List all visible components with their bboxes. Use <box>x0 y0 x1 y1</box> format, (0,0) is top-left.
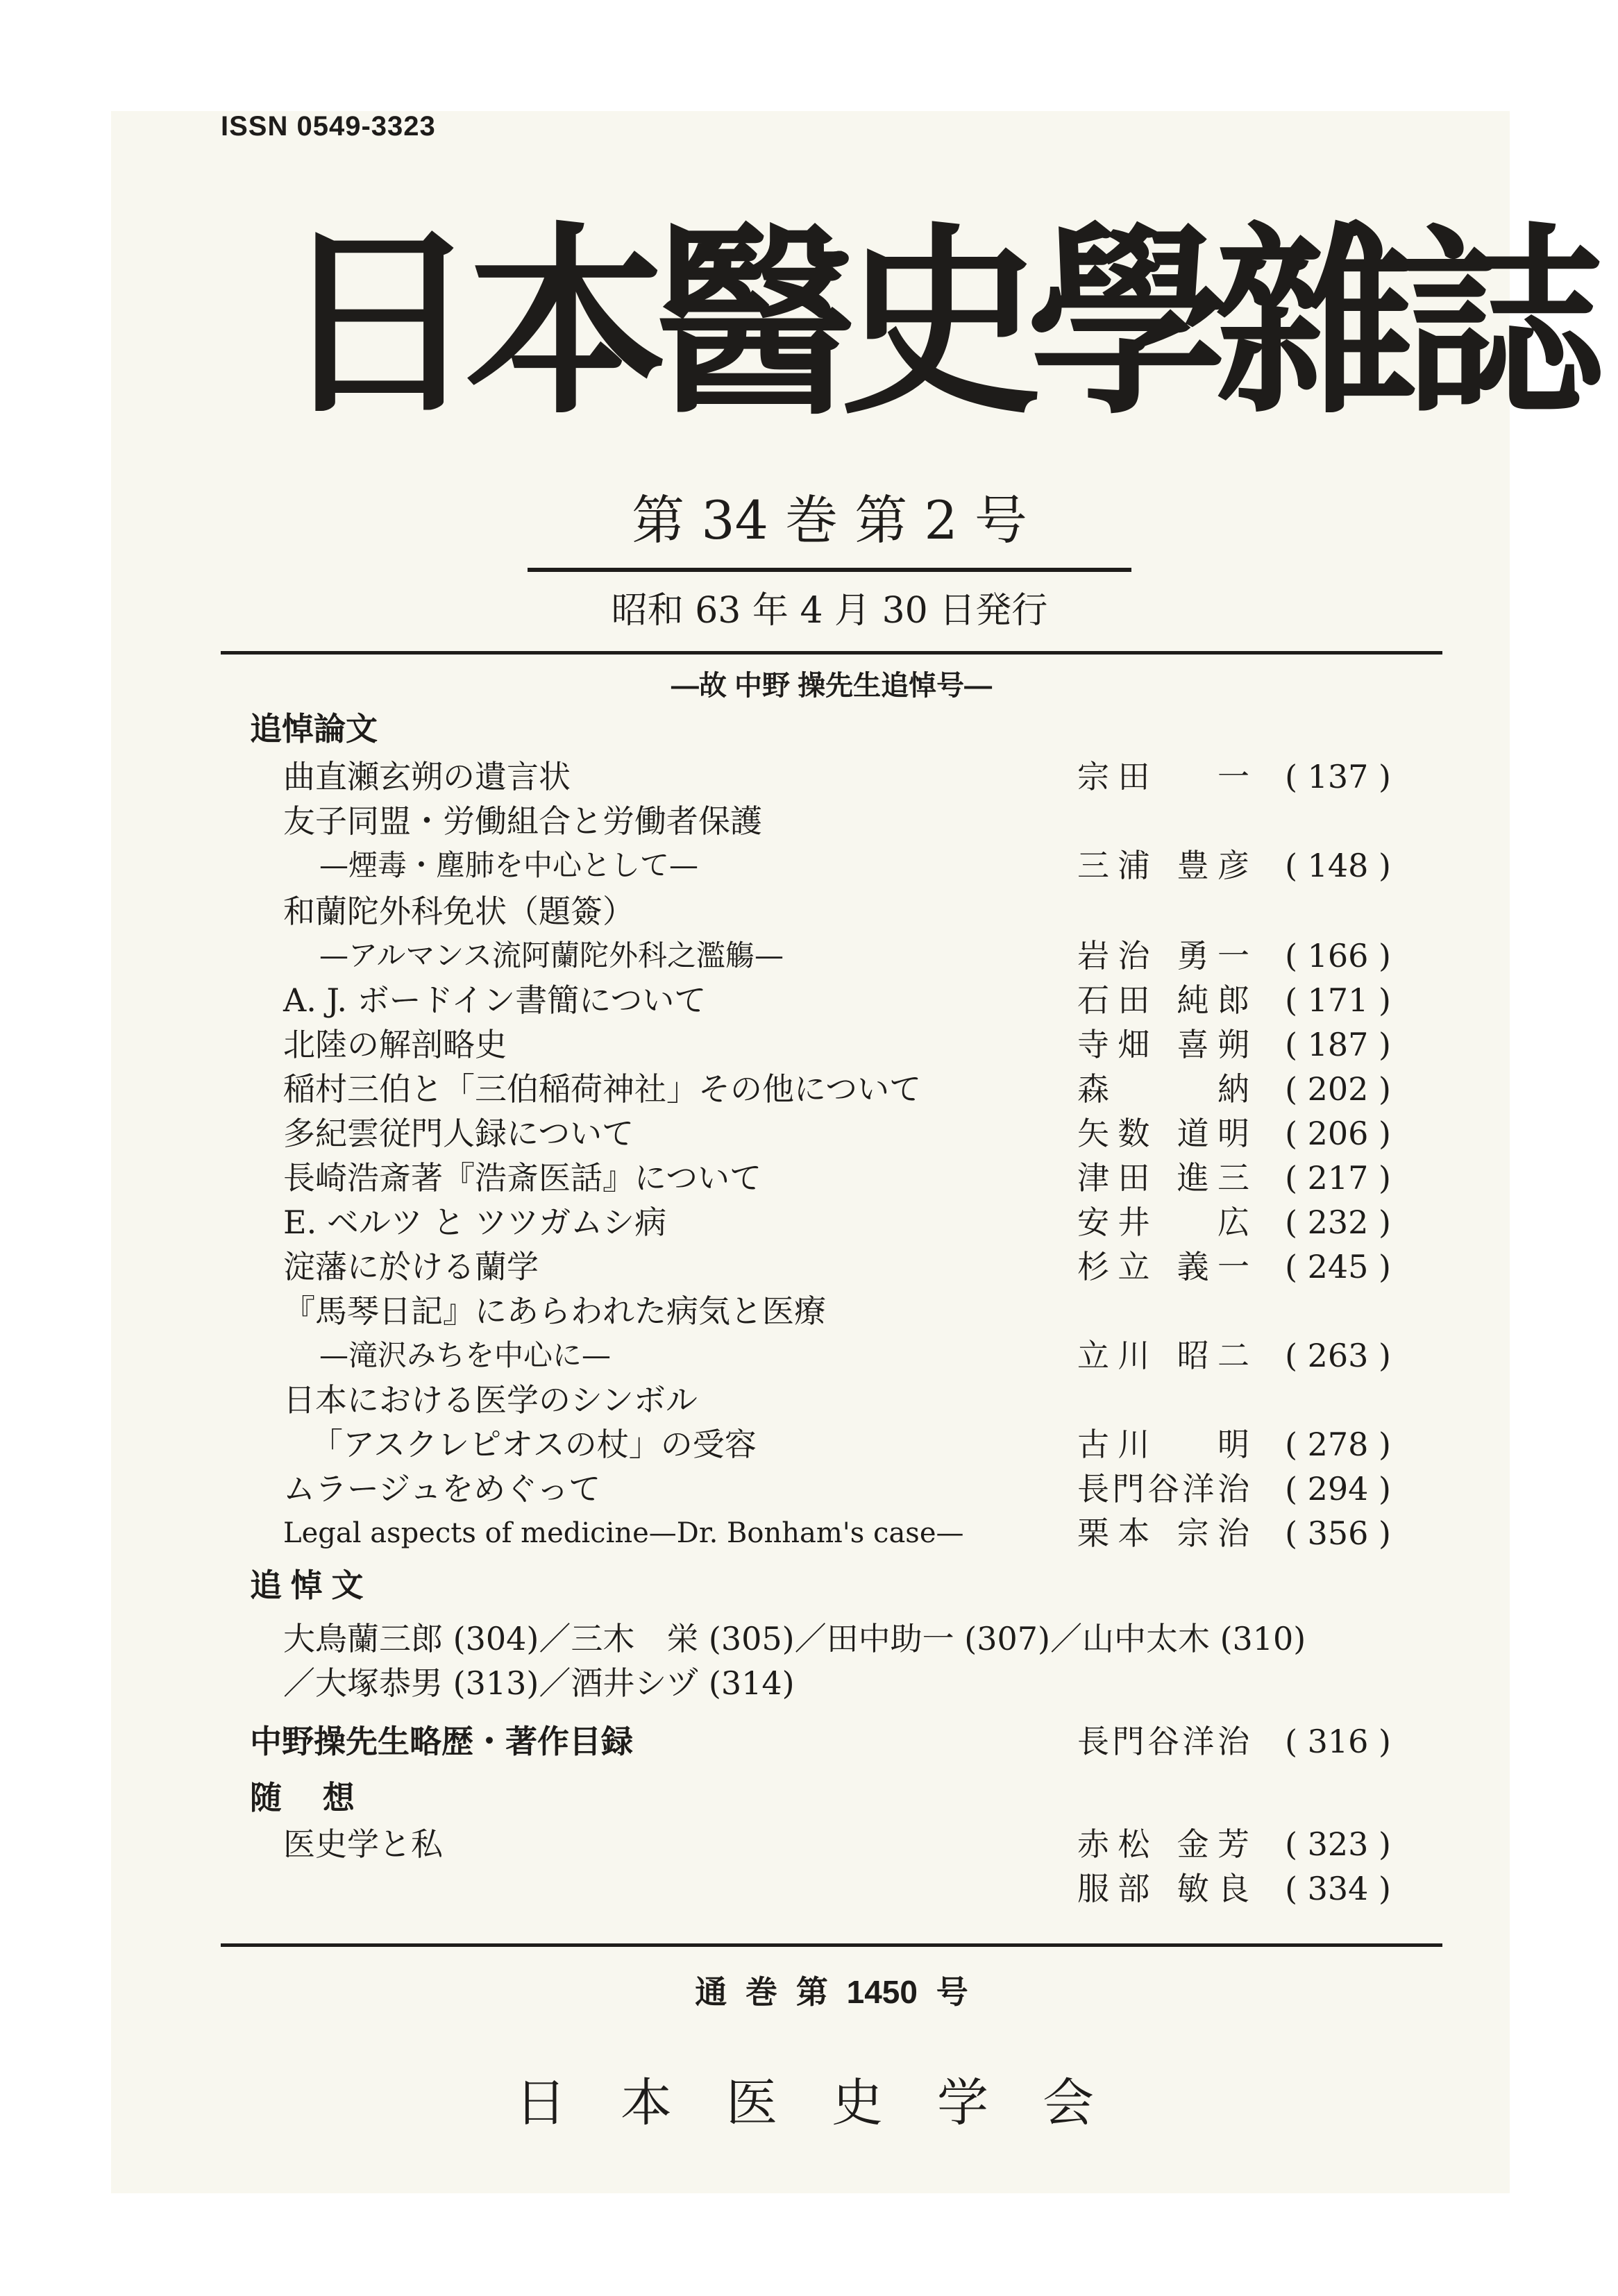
entry-author: 三浦 豊彦 <box>1077 847 1249 884</box>
entry-author: 赤松 金芳 <box>1077 1825 1249 1863</box>
entry-title: 医史学と私 <box>283 1825 443 1863</box>
toc-entry[interactable] <box>0 1112 1618 1155</box>
entry-author: 宗田 一 <box>1077 758 1249 795</box>
publisher-name: 日本医史学会 <box>515 2073 1148 2133</box>
entry-title: 曲直瀬玄朔の遺言状 <box>283 758 571 795</box>
leader-dots <box>458 1823 1069 1866</box>
memorial-issue-label: —故 中野 操先生追悼号— <box>671 670 993 701</box>
toc-entry[interactable] <box>0 755 1618 798</box>
toc-entry[interactable] <box>0 800 1618 843</box>
leader-dots <box>805 1156 1069 1199</box>
toc-entry[interactable] <box>0 1467 1618 1510</box>
entry-title: 日本における医学のシンボル <box>283 1381 698 1419</box>
entry-page: ( 217 ) <box>1285 1159 1391 1197</box>
toc-entry[interactable] <box>0 934 1618 977</box>
entry-subtitle: —アルマンス流阿蘭陀外科之濫觴— <box>319 938 784 972</box>
issn-number: ISSN 0549-3323 <box>221 111 436 142</box>
entry-page: ( 334 ) <box>1285 1870 1391 1907</box>
leader-dots <box>791 1423 1069 1466</box>
entry-title: E. ベルツ と ツツガムシ病 <box>283 1204 667 1241</box>
entry-author: 立川 昭二 <box>1077 1337 1249 1374</box>
entry-title: ムラージュをめぐって <box>283 1470 601 1508</box>
entry-author: 杉立 義一 <box>1077 1248 1249 1285</box>
toc-entry[interactable] <box>0 1378 1618 1421</box>
leader-dots <box>764 979 1069 1022</box>
entry-page: ( 166 ) <box>1285 937 1391 974</box>
obituaries-line: ／大塚恭男 (313)／酒井シヅ (314) <box>283 1664 795 1702</box>
entry-title: 北陸の解剖略史 <box>283 1026 507 1063</box>
entry-author: 石田 純郎 <box>1077 981 1249 1019</box>
entry-author: 森 納 <box>1077 1070 1249 1108</box>
entry-title: Legal aspects of medicine—Dr. Bonham's case— <box>283 1517 964 1549</box>
leader-dots <box>1008 1512 1069 1555</box>
entry-page: ( 294 ) <box>1285 1470 1391 1508</box>
toc-entry[interactable] <box>0 1245 1618 1288</box>
entry-page: ( 278 ) <box>1285 1426 1391 1463</box>
entry-subtitle: —滝沢みちを中心に— <box>319 1338 612 1372</box>
section-heading-obituaries: 追 悼 文 <box>250 1567 364 1603</box>
entry-title: 『馬琴日記』にあらわれた病気と医療 <box>283 1292 826 1330</box>
obituaries-line: 大鳥蘭三郎 (304)／三木 栄 (305)／田中助一 (307)／山中太木 (310) <box>283 1620 1306 1657</box>
contents-top-rule <box>221 651 1442 655</box>
section-heading-biography: 中野操先生略歴・著作目録 <box>250 1723 633 1759</box>
entry-page: ( 171 ) <box>1285 981 1391 1019</box>
journal-title: 日本醫史學雜誌 <box>278 203 1590 441</box>
toc-entry[interactable] <box>0 1067 1618 1111</box>
entry-subtitle: 「アスクレピオスの杖」の受容 <box>311 1426 757 1463</box>
leader-dots <box>583 755 1069 798</box>
entry-page: ( 148 ) <box>1285 847 1391 884</box>
entry-author: 安井 広 <box>1077 1204 1249 1241</box>
leader-dots <box>458 1867 1069 1910</box>
serial-number: 通 巻 第 1450 号 <box>695 1974 968 2010</box>
volume-issue: 第 34 巻 第 2 号 <box>632 489 1027 551</box>
toc-entry[interactable] <box>0 1512 1618 1555</box>
entry-author: 栗本 宗治 <box>1077 1514 1249 1552</box>
leader-dots <box>514 1023 1069 1066</box>
leader-dots <box>643 1112 1069 1155</box>
entry-title: 和蘭陀外科免状（題簽） <box>283 893 634 930</box>
leader-dots <box>618 1334 1069 1377</box>
leader-dots <box>700 1201 1069 1244</box>
leader-dots <box>548 1245 1069 1288</box>
entry-page: ( 263 ) <box>1285 1337 1391 1374</box>
entry-title: 淀藩に於ける蘭学 <box>283 1248 539 1285</box>
volume-divider <box>528 568 1131 572</box>
toc-entry[interactable] <box>0 1290 1618 1333</box>
entry-author: 服部 敏良 <box>1077 1870 1249 1907</box>
toc-entry-biography[interactable] <box>0 1720 1618 1763</box>
leader-dots <box>837 934 1069 977</box>
contents-bottom-rule <box>221 1943 1442 1947</box>
entry-title: 長崎浩斎著『浩斎医話』について <box>283 1159 762 1197</box>
entry-page: ( 187 ) <box>1285 1026 1391 1063</box>
entry-page: ( 316 ) <box>1285 1723 1391 1760</box>
leader-dots <box>740 844 1069 887</box>
toc-entry[interactable] <box>0 979 1618 1022</box>
section-heading-essays: 随 想 <box>250 1780 355 1816</box>
entry-page: ( 202 ) <box>1285 1070 1391 1108</box>
section-heading-papers: 追悼論文 <box>250 711 378 747</box>
publication-date: 昭和 63 年 4 月 30 日発行 <box>611 590 1048 632</box>
entry-author: 津田 進三 <box>1077 1159 1249 1197</box>
entry-author: 古川 明 <box>1077 1426 1249 1463</box>
toc-entry[interactable] <box>0 1201 1618 1244</box>
entry-page: ( 356 ) <box>1285 1514 1391 1552</box>
entry-author: 矢数 道明 <box>1077 1115 1249 1152</box>
entry-page: ( 232 ) <box>1285 1204 1391 1241</box>
entry-page: ( 206 ) <box>1285 1115 1391 1152</box>
leader-dots <box>665 1720 1069 1763</box>
toc-entry[interactable] <box>0 890 1618 933</box>
entry-title: 友子同盟・労働組合と労働者保護 <box>283 802 762 840</box>
toc-entry[interactable] <box>0 1023 1618 1066</box>
toc-entry[interactable] <box>0 1423 1618 1466</box>
entry-subtitle: —煙毒・塵肺を中心として— <box>319 848 699 882</box>
toc-entry[interactable] <box>0 1334 1618 1377</box>
entry-author: 長門谷洋治 <box>1077 1723 1249 1760</box>
toc-entry[interactable] <box>0 844 1618 887</box>
leader-dots <box>611 1467 1069 1510</box>
leader-dots <box>957 1067 1069 1111</box>
entry-page: ( 137 ) <box>1285 758 1391 795</box>
entry-author: 寺畑 喜朔 <box>1077 1026 1249 1063</box>
entry-title: A. J. ボードイン書簡について <box>283 981 707 1019</box>
entry-author: 岩治 勇一 <box>1077 937 1249 974</box>
entry-author: 長門谷洋治 <box>1077 1470 1249 1508</box>
entry-title: 稲村三伯と「三伯稲荷神社」その他について <box>283 1070 922 1108</box>
entry-title: 多紀雲従門人録について <box>283 1115 634 1152</box>
entry-page: ( 245 ) <box>1285 1248 1391 1285</box>
toc-entry[interactable] <box>0 1823 1618 1866</box>
entry-page: ( 323 ) <box>1285 1825 1391 1863</box>
toc-entry[interactable] <box>0 1156 1618 1199</box>
toc-entry[interactable] <box>0 1867 1618 1910</box>
